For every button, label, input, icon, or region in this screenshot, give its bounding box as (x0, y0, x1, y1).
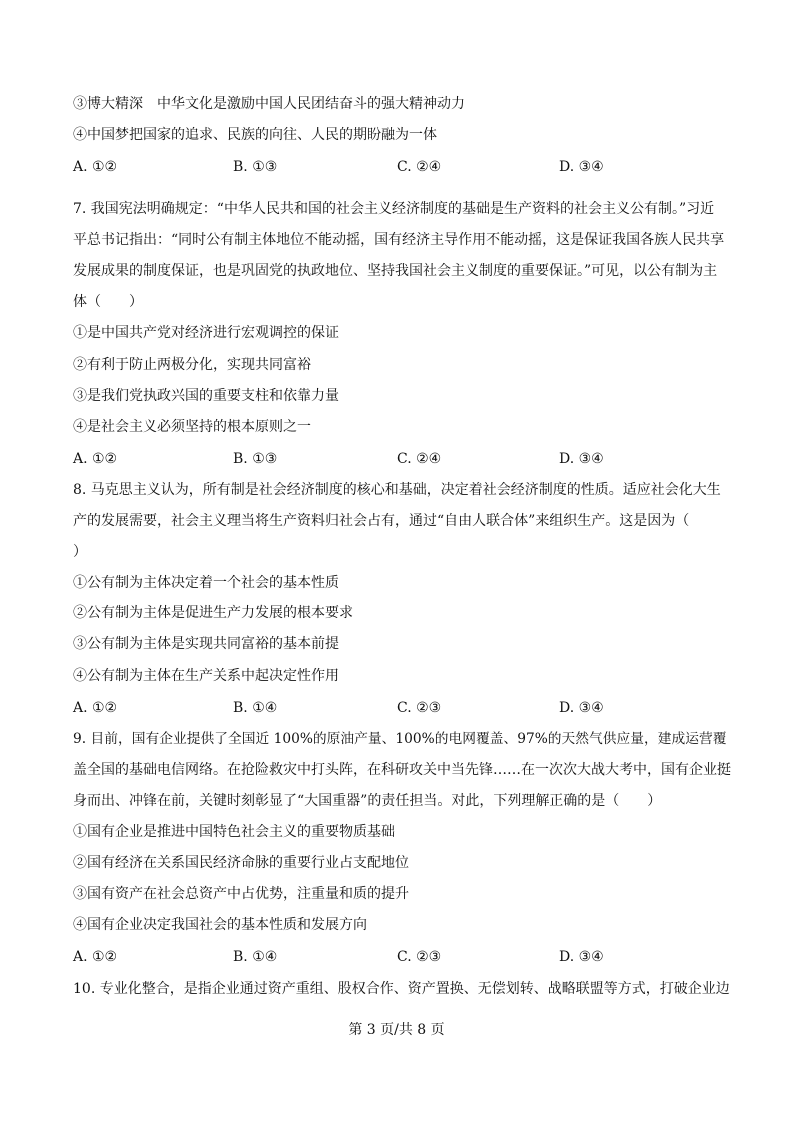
q6-option-c: C. ②④ (397, 159, 442, 175)
q10-stem-line-1: 10. 专业化整合，是指企业通过资产重组、股权合作、资产置换、无偿划转、战略联盟等方式，打破企业边 (73, 981, 730, 997)
q9-statement-2: ②国有经济在关系国民经济命脉的重要行业占支配地位 (73, 855, 409, 871)
q7-statement-2: ②有利于防止两极分化，实现共同富裕 (73, 357, 311, 373)
q7-stem-line-4: 体（ ） (73, 294, 143, 310)
q8-option-a: A. ①② (73, 700, 118, 716)
q8-statement-1: ①公有制为主体决定着一个社会的基本性质 (73, 575, 339, 591)
q6-option-d: D. ③④ (559, 159, 604, 175)
q9-stem-line-3: 身而出、冲锋在前，关键时刻彰显了“大国重器”的责任担当。对此，下列理解正确的是（ ） (73, 793, 662, 809)
q6-statement-3: ③博大精深 中华文化是激励中国人民团结奋斗的强大精神动力 (73, 96, 465, 112)
q7-option-d: D. ③④ (559, 451, 604, 467)
q9-statement-4: ④国有企业决定我国社会的基本性质和发展方向 (73, 917, 367, 933)
q8-statement-3: ③公有制为主体是实现共同富裕的基本前提 (73, 636, 339, 652)
q7-option-b: B. ①③ (233, 451, 278, 467)
q9-option-c: C. ②③ (397, 949, 442, 965)
q8-stem-line-1: 8. 马克思主义认为，所有制是社会经济制度的核心和基础，决定着社会经济制度的性质。适应社会化大生 (73, 482, 721, 498)
q9-option-d: D. ③④ (559, 949, 604, 965)
q6-statement-4: ④中国梦把国家的追求、民族的向往、人民的期盼融为一体 (73, 127, 437, 143)
q9-stem-line-1: 9. 目前，国有企业提供了全国近 100%的原油产量、100%的电网覆盖、97%的天然气供应量，建成运营覆 (73, 731, 727, 747)
q7-options (73, 449, 733, 469)
q8-stem-line-2: 产的发展需要，社会主义理当将生产资料归社会占有，通过“自由人联合体”来组织生产。这是因为（ (73, 513, 690, 529)
q6-option-a: A. ①② (73, 159, 118, 175)
q7-stem-line-1: 7. 我国宪法明确规定：“中华人民共和国的社会主义经济制度的基础是生产资料的社会主义公有制。”习近 (73, 201, 715, 217)
q7-option-a: A. ①② (73, 451, 118, 467)
q8-options (73, 698, 733, 718)
q7-option-c: C. ②④ (397, 451, 442, 467)
q7-stem-line-3: 发展成果的制度保证，也是巩固党的执政地位、坚持我国社会主义制度的重要保证。”可见，以公有制为主 (73, 263, 718, 279)
q7-statement-1: ①是中国共产党对经济进行宏观调控的保证 (73, 325, 339, 341)
q8-option-c: C. ②③ (397, 700, 442, 716)
q8-statement-4: ④公有制为主体在生产关系中起决定性作用 (73, 668, 339, 684)
q9-stem-line-2: 盖全国的基础电信网络。在抢险救灾中打头阵，在科研攻关中当先锋……在一次次大战大考中，国有企业挺 (73, 762, 731, 778)
page-number-footer: 第 3 页/共 8 页 (348, 1022, 445, 1038)
q9-statement-3: ③国有资产在社会总资产中占优势，注重量和质的提升 (73, 886, 409, 902)
q7-stem-line-2: 平总书记指出：“同时公有制主体地位不能动摇，国有经济主导作用不能动摇，这是保证我国各族人民共享 (73, 232, 725, 248)
q9-option-a: A. ①② (73, 949, 118, 965)
q9-statement-1: ①国有企业是推进中国特色社会主义的重要物质基础 (73, 824, 395, 840)
q6-options (73, 157, 733, 177)
q9-option-b: B. ①④ (233, 949, 278, 965)
q8-statement-2: ②公有制为主体是促进生产力发展的根本要求 (73, 605, 353, 621)
q6-option-b: B. ①③ (233, 159, 278, 175)
q7-statement-4: ④是社会主义必须坚持的根本原则之一 (73, 419, 311, 435)
q8-stem-line-3: ） (73, 544, 87, 560)
q8-option-d: D. ③④ (559, 700, 604, 716)
q8-option-b: B. ①④ (233, 700, 278, 716)
q7-statement-3: ③是我们党执政兴国的重要支柱和依靠力量 (73, 388, 339, 404)
q9-options (73, 947, 733, 967)
